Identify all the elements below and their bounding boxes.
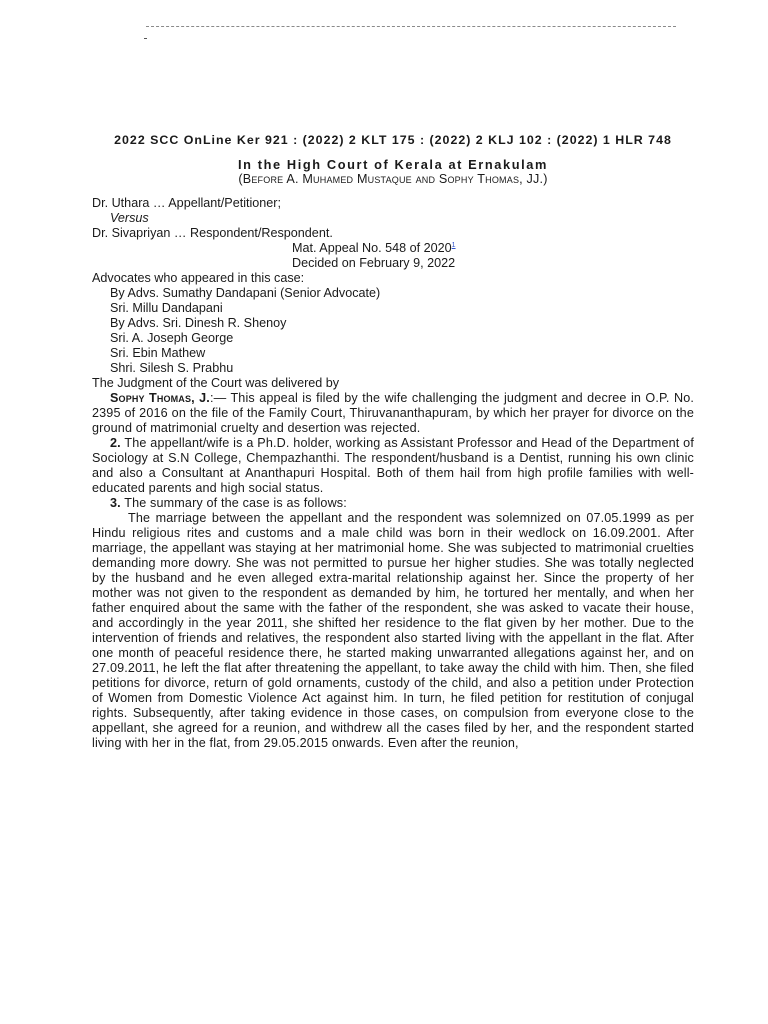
judge-name: Sophy Thomas, J. bbox=[110, 391, 210, 405]
bench-judges: Before A. Muhamed Mustaque and Sophy Thomas, JJ. bbox=[242, 172, 544, 186]
advocate-item: Sri. Ebin Mathew bbox=[110, 346, 206, 360]
paragraph-3-number: 3. bbox=[110, 496, 121, 510]
appellant-line: Dr. Uthara … Appellant/Petitioner; bbox=[92, 196, 282, 210]
paragraph-3 bbox=[92, 496, 694, 511]
advocate-item: Shri. Silesh S. Prabhu bbox=[110, 361, 234, 375]
header-dashed-rule bbox=[146, 26, 676, 27]
bench-close: ) bbox=[543, 172, 548, 186]
advocate-item: Sri. A. Joseph George bbox=[110, 331, 234, 345]
versus-label: Versus bbox=[110, 211, 149, 225]
case-number-text: Mat. Appeal No. 548 of 2020 bbox=[292, 241, 452, 255]
bench-open: ( bbox=[238, 172, 243, 186]
paragraph-1-text: :— This appeal is filed by the wife challenging the judgment and decree in O.P. No. 2395 of 2016 on the file of the Family Court, Thiruvananthapuram, by which her prayer for divorce on the ground of matrimonial cruelty and desertion was rejected. bbox=[92, 391, 694, 435]
advocate-item: By Advs. Sumathy Dandapani (Senior Advocate) bbox=[110, 286, 381, 300]
paragraph-1 bbox=[92, 391, 694, 436]
footnote-link[interactable]: 1 bbox=[451, 241, 456, 249]
court-name: In the High Court of Kerala at Ernakulam bbox=[237, 157, 549, 172]
decision-date: Decided on February 9, 2022 bbox=[292, 256, 456, 270]
case-number bbox=[92, 241, 694, 256]
judgment-intro: The Judgment of the Court was delivered by bbox=[92, 376, 340, 390]
bench bbox=[92, 172, 694, 187]
paragraph-2 bbox=[92, 436, 694, 496]
advocate-item: By Advs. Sri. Dinesh R. Shenoy bbox=[110, 316, 287, 330]
advocates-heading: Advocates who appeared in this case: bbox=[92, 271, 305, 285]
paragraph-2-number: 2. bbox=[110, 436, 121, 450]
paragraph-3-body: The marriage between the appellant and the respondent was solemnized on 07.05.1999 as per Hindu religious rites and customs and a male child was born in their wedlock on 16.09.2001. After marriage, the appellant was staying at her matrimonial home. She was subjected to matrimonial cruelties demanding more dowry. She was not permitted to pursue her higher studies. She was totally neglected by the husband and he even alleged extra-marital relationship against her. Since the property of her mother was not given to the respondent as demanded by him, he tortured her mentally, and when her father enquired about the same with the father of the respondent, she was asked to vacate their house, and accordingly in the year 2011, she shifted her residence to the flat given by her mother. Due to the intervention of friends and relatives, the respondent also started living with the appellant in the flat. After one month of peaceful residence there, he started making unwarranted allegations against her, and on 27.09.2011, he left the flat after threatening the appellant, to take away the child with him. Then, she filed petitions for divorce, return of gold ornaments, custody of the child, and also a petition under Protection of Women from Domestic Violence Act against him. In turn, he filed petition for restitution of conjugal rights. Subsequently, after taking evidence in those cases, on compulsion from everyone close to the appellant, she agreed for a reunion, and withdrew all the cases filed by her, and the respondent started living with her in the flat, from 29.05.2015 onwards. Even after the reunion, bbox=[92, 511, 694, 750]
header-rule-mark bbox=[144, 38, 147, 39]
case-citation: 2022 SCC OnLine Ker 921 : (2022) 2 KLT 175 : (2022) 2 KLJ 102 : (2022) 1 HLR 748 bbox=[114, 133, 672, 147]
judgment-page bbox=[92, 133, 694, 751]
paragraph-3-text: The summary of the case is as follows: bbox=[120, 496, 347, 510]
advocate-item: Sri. Millu Dandapani bbox=[110, 301, 223, 315]
respondent-line: Dr. Sivapriyan … Respondent/Respondent. bbox=[92, 226, 333, 240]
paragraph-2-text: The appellant/wife is a Ph.D. holder, working as Assistant Professor and Head of the Department of Sociology at S.N College, Chempazhanthi. The respondent/husband is a Dentist, running his own clinic and also a Consultant at Ananthapuri Hospital. Both of them hail from high profile families with well-educated parents and high social status. bbox=[92, 436, 694, 495]
